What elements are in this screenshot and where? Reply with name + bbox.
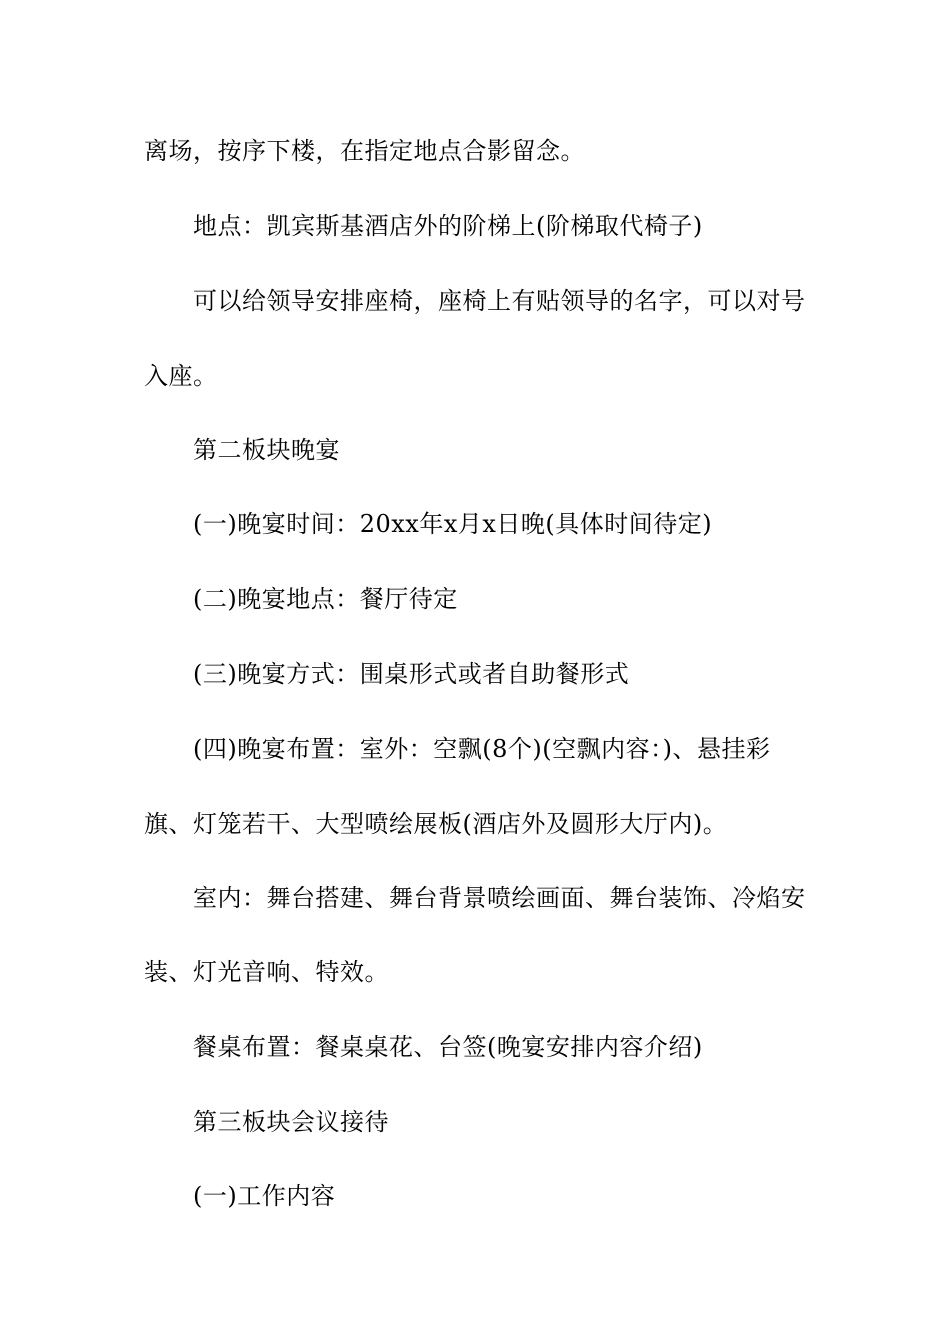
paragraph-line: 旗、灯笼若干、大型喷绘展板(酒店外及圆形大厅内)。: [144, 810, 728, 838]
section-heading: 第二板块晚宴: [193, 436, 340, 464]
paragraph-line: 地点：凯宾斯基酒店外的阶梯上(阶梯取代椅子): [193, 212, 703, 240]
paragraph-line: 餐桌布置：餐桌桌花、台签(晚宴安排内容介绍): [193, 1033, 703, 1061]
paragraph-line: 装、灯光音响、特效。: [144, 958, 389, 986]
paragraph-line: (三)晚宴方式：围桌形式或者自助餐形式: [193, 660, 630, 688]
paragraph-line: 入座。: [144, 362, 218, 390]
paragraph-line: (二)晚宴地点：餐厅待定: [193, 585, 458, 613]
paragraph-line: (一)工作内容: [193, 1182, 336, 1210]
section-heading: 第三板块会议接待: [193, 1108, 389, 1136]
paragraph-line: (四)晚宴布置：室外：空飘(8个)(空飘内容：)、悬挂彩: [193, 735, 771, 763]
paragraph-line: 可以给领导安排座椅，座椅上有贴领导的名字，可以对号: [193, 287, 806, 315]
paragraph-line: 室内：舞台搭建、舞台背景喷绘画面、舞台装饰、冷焰安: [193, 884, 806, 912]
paragraph-line: 离场，按序下楼，在指定地点合影留念。: [144, 137, 585, 165]
paragraph-line: (一)晚宴时间：20xx年x月x日晚(具体时间待定): [193, 510, 713, 538]
